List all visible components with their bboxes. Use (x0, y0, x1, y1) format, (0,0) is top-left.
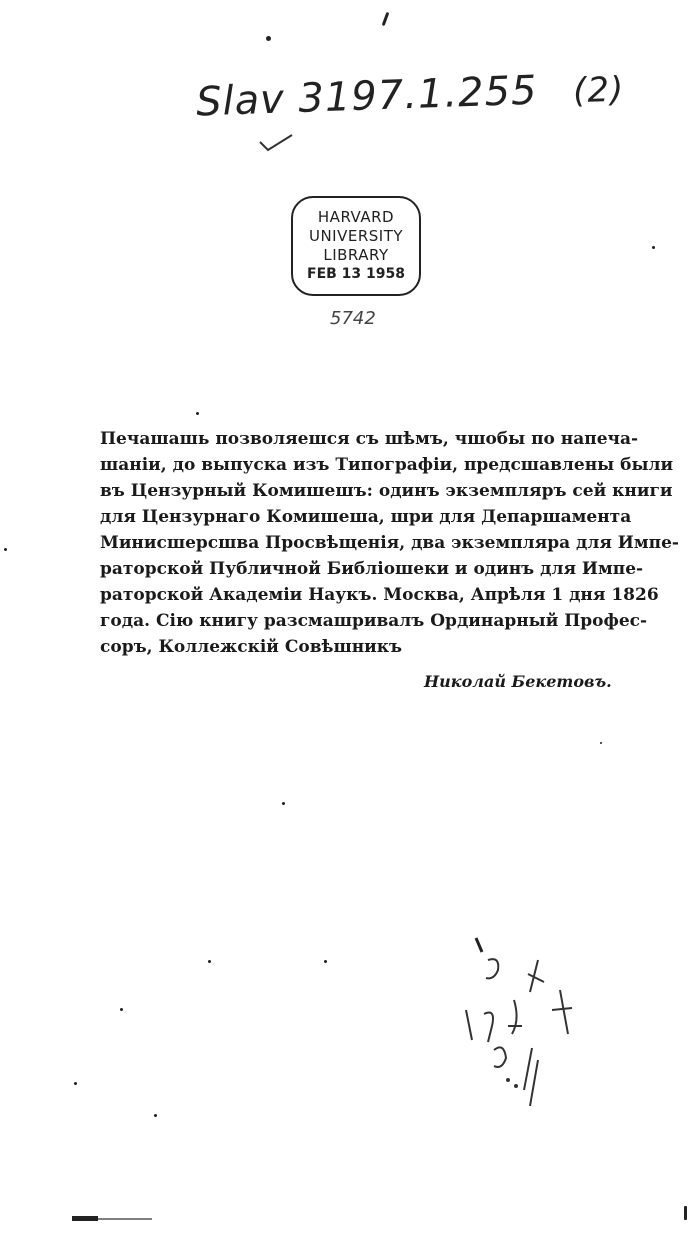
handwritten-shelfmark (195, 65, 625, 126)
shelfmark-prefix: Slav (195, 76, 286, 126)
censor-line-8: года. Сію книгу разсмашривалъ Ординарный Профес- (100, 611, 648, 631)
censor-line-6: раторской Публичной Библіошеки и одинъ для Импе- (100, 559, 644, 579)
ink-speck (154, 1114, 157, 1117)
ink-speck (652, 246, 655, 249)
censor-line-5: Минисшерсшва Просвѣщенія, два экземпляра для Импе- (100, 533, 679, 553)
ink-speck (4, 548, 7, 551)
stamp-date: FEB 13 1958 (307, 266, 405, 282)
censor-line-4: для Цензурнаго Комишеша, шри для Депаршамента (100, 507, 632, 527)
pencil-scrawl-mark (448, 930, 588, 1120)
pencil-note: 5742 (330, 308, 376, 329)
shelfmark-copy: (2) (572, 69, 625, 112)
ink-speck (208, 960, 211, 963)
shelfmark-number: 3197.1.255 (297, 67, 539, 122)
censor-line-1: Печашашь позволяешся съ шѣмъ, чшобы по напеча- (100, 429, 639, 449)
censor-line-2: шаніи, до выпуска изъ Типографіи, предсшавлены были (100, 455, 674, 475)
bottom-margin-mark (72, 1214, 152, 1222)
library-stamp (291, 196, 421, 296)
ink-speck (324, 960, 327, 963)
stamp-line-1: HARVARD (317, 208, 395, 226)
check-mark-icon (258, 132, 294, 154)
ink-speck (266, 36, 271, 41)
censor-permission-text (100, 426, 679, 660)
censor-signature: Николай Бекетовъ. (424, 672, 612, 691)
censor-line-7: раторской Академіи Наукъ. Москва, Апрѣля 1 дня 1826 (100, 585, 659, 605)
ink-speck (684, 1206, 687, 1220)
stamp-line-2: UNIVERSITY (308, 227, 404, 245)
stamp-line-3: LIBRARY (323, 246, 389, 264)
ink-speck (120, 1008, 123, 1011)
ink-speck (74, 1082, 77, 1085)
ink-speck (600, 742, 602, 744)
censor-line-9: соръ, Коллежскій Совѣшникъ (100, 637, 403, 657)
ink-speck (382, 12, 390, 26)
ink-speck (282, 802, 285, 805)
censor-line-3: въ Цензурный Комишешъ: одинъ экземпляръ сей книги (100, 481, 673, 501)
ink-speck (196, 412, 199, 415)
